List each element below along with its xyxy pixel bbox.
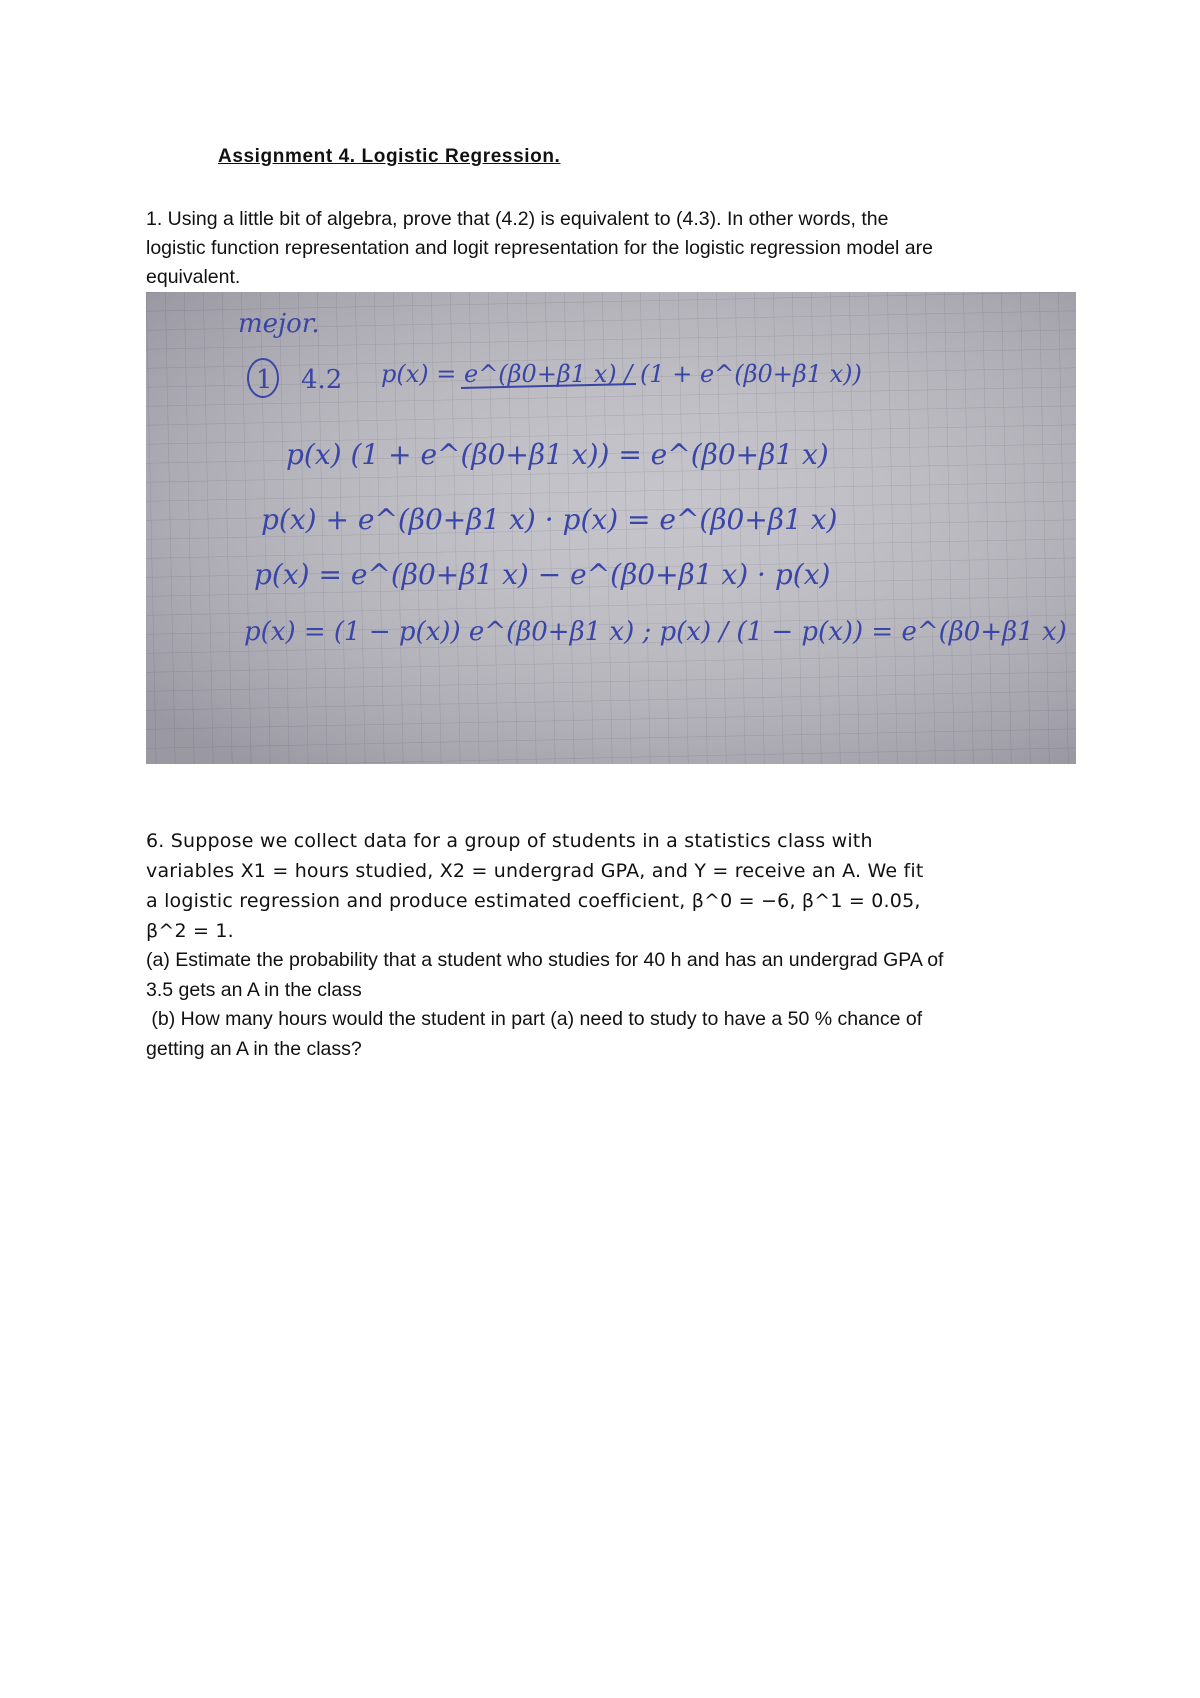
question-1-line: equivalent. [146,266,241,288]
question-6 [146,826,1076,946]
photo-eq-line-2: p(x) (1 + e^(β0+β1 x)) = e^(β0+β1 x) [286,438,829,471]
question-1-line: logistic function representation and logit representation for the logistic regression model are [146,237,933,259]
question-1 [146,205,1076,292]
question-6-parts [146,946,1076,1064]
photo-eq-line-4: p(x) = e^(β0+β1 x) − e^(β0+β1 x) · p(x) [254,558,831,591]
handwritten-derivation-photo [146,292,1076,764]
photo-eq-label: 4.2 [301,365,343,395]
part-line: 3.5 gets an A in the class [146,978,362,1001]
photo-eq-line-5: p(x) = (1 − p(x)) e^(β0+β1 x) ; p(x) / (1 − p(x)) = e^(β0+β1 x) [244,617,1067,647]
part-line: getting an A in the class? [146,1037,362,1060]
question-1-line: 1. Using a little bit of algebra, prove that (4.2) is equivalent to (4.3). In other words, the [146,208,889,230]
question-6-line: variables X1 = hours studied, X2 = undergrad GPA, and Y = receive an A. We fit [146,860,924,882]
question-6-line: β^2 = 1. [146,920,234,942]
part-line: (a) Estimate the probability that a student who studies for 40 h and has an undergrad GPA of [146,949,944,971]
photo-eq-line-1: p(x) = e^(β0+β1 x) / (1 + e^(β0+β1 x)) [381,360,862,388]
page-title: Assignment 4. Logistic Regression. [218,146,561,167]
question-6-line: a logistic regression and produce estimated coefficient, β^0 = −6, β^1 = 0.05, [146,890,921,912]
photo-header: mejor. [238,309,320,339]
part-line: (b) How many hours would the student in part (a) need to study to have a 50 % chance of [146,1008,923,1030]
photo-circled-number: 1 [256,365,273,395]
question-6-line: 6. Suppose we collect data for a group of students in a statistics class with [146,830,873,852]
photo-eq-line-3: p(x) + e^(β0+β1 x) · p(x) = e^(β0+β1 x) [261,503,838,536]
